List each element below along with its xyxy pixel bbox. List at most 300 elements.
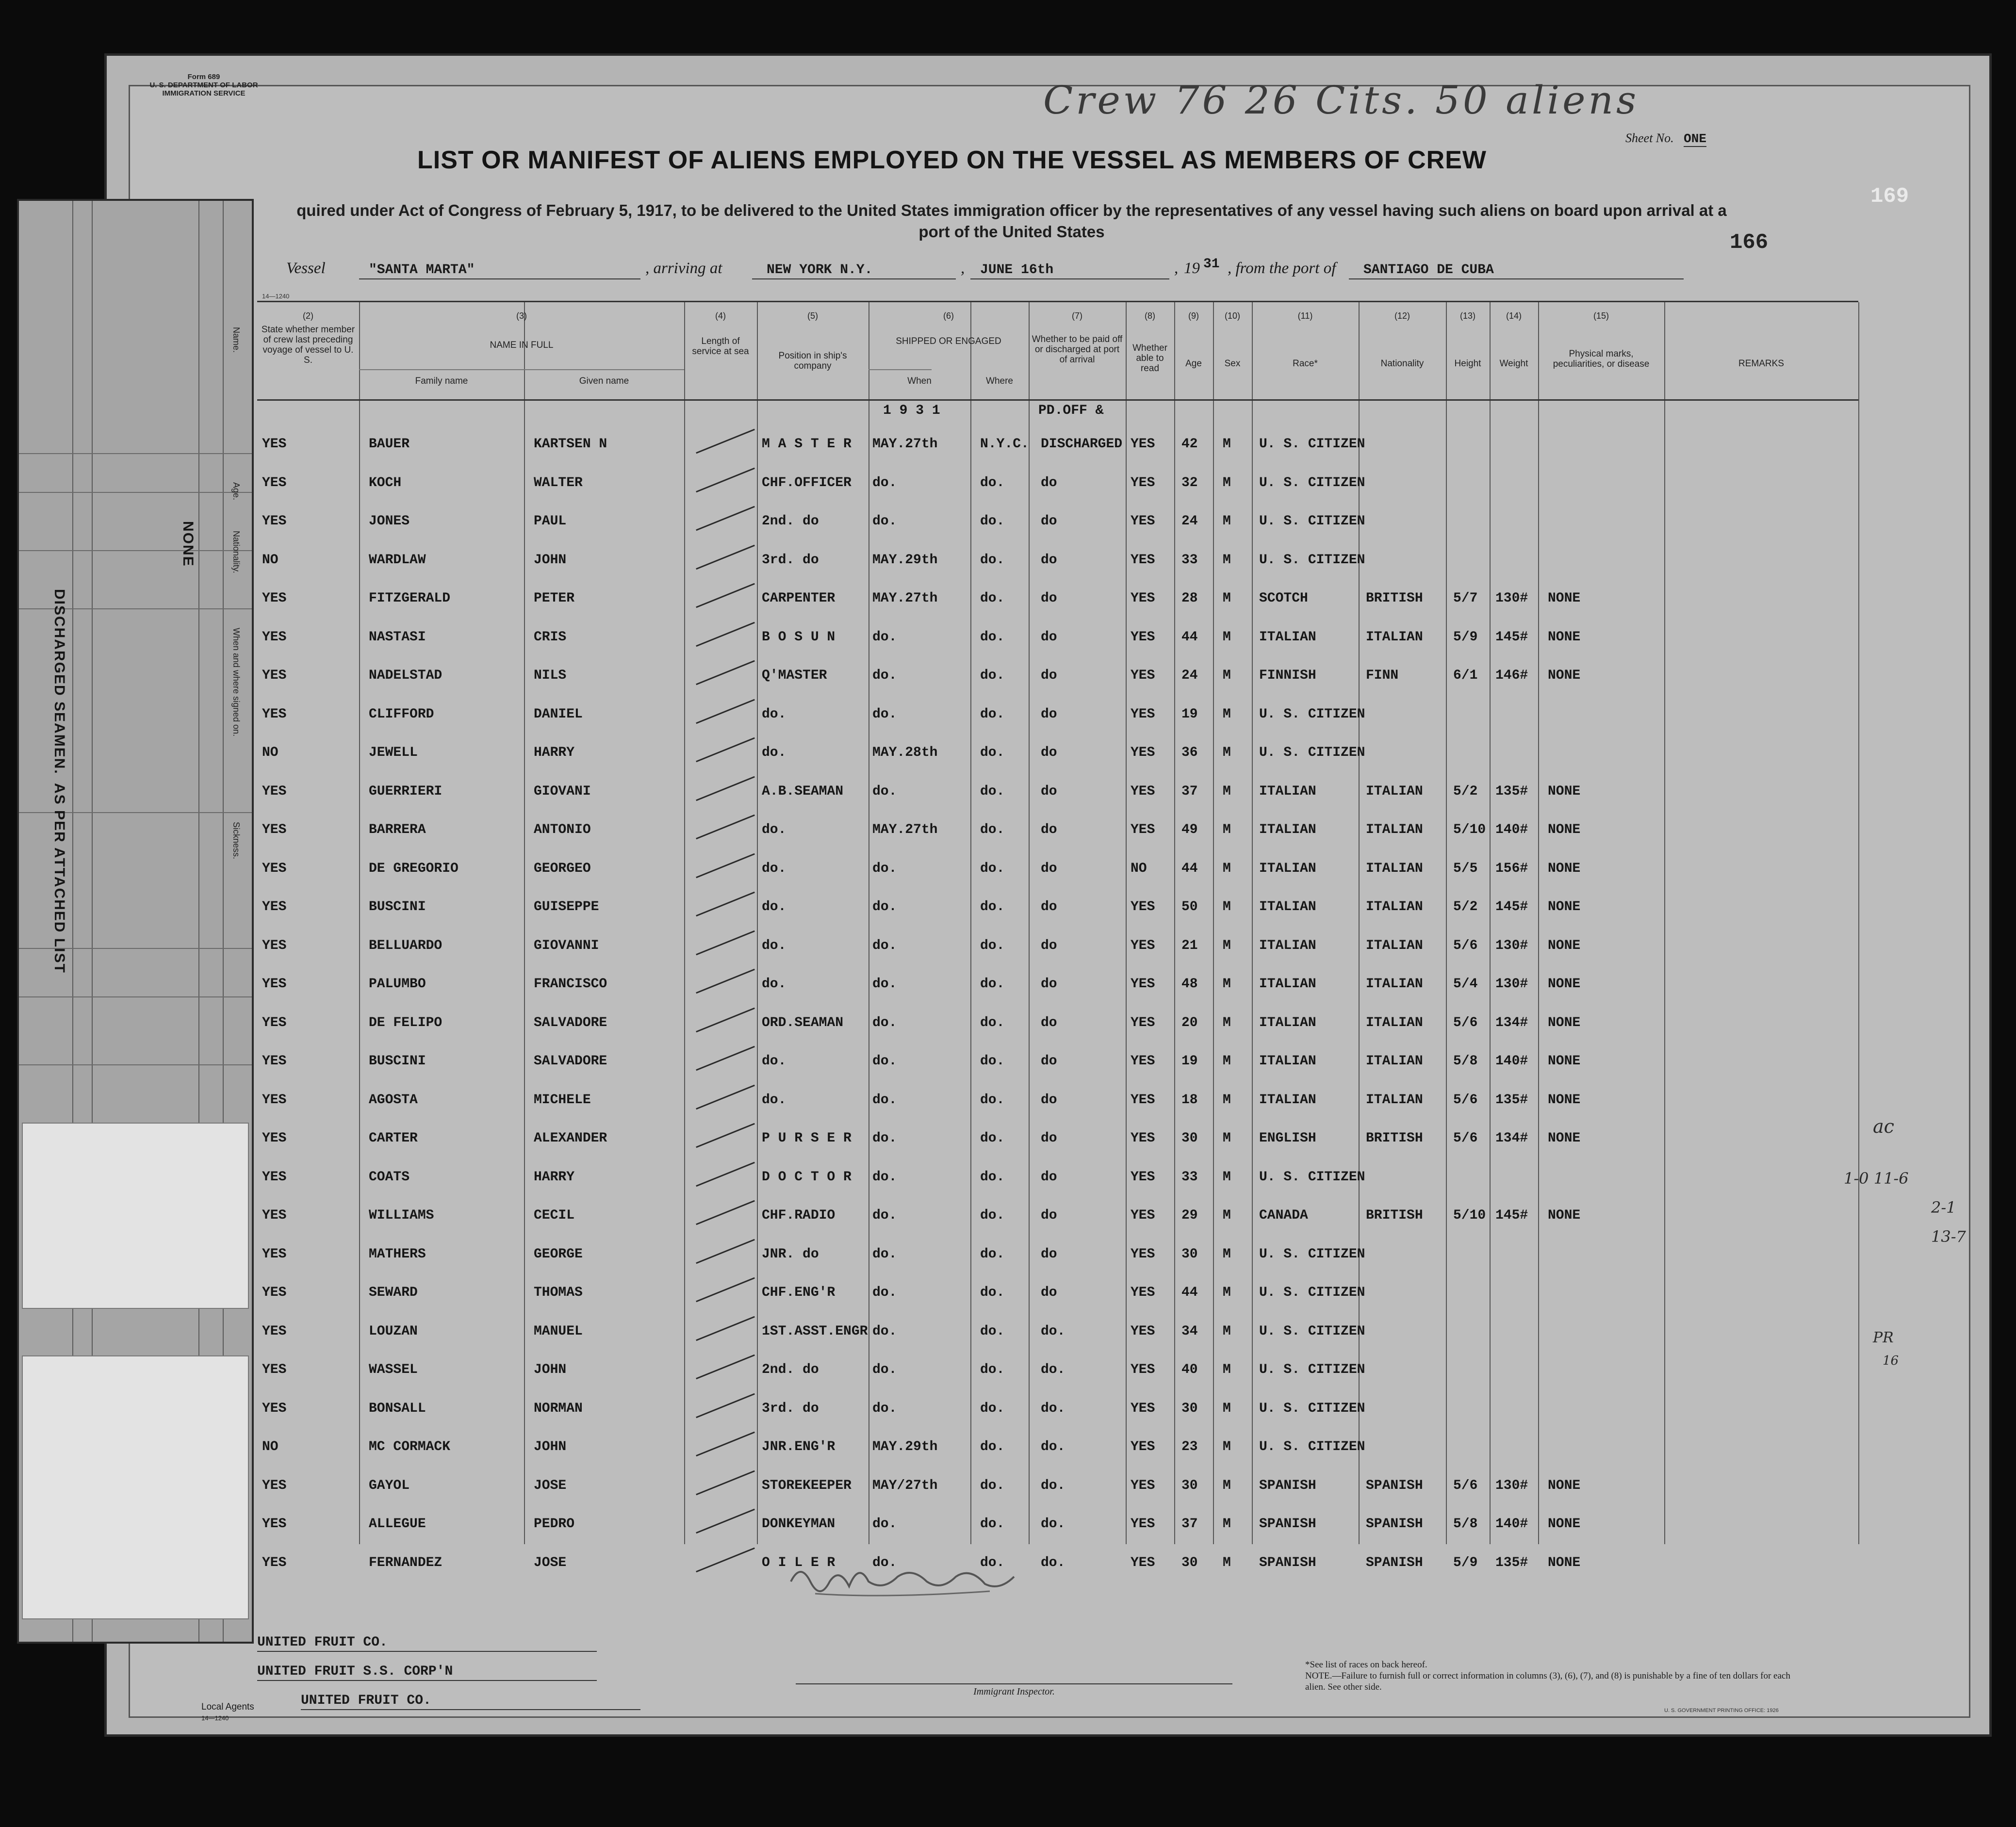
- col-5-number: (5): [807, 311, 818, 321]
- cell-family: JEWELL: [369, 745, 418, 760]
- cell-paid: do: [1041, 629, 1057, 645]
- cell-position: 2nd. do: [762, 1362, 819, 1377]
- cell-read: YES: [1131, 1478, 1155, 1493]
- cell-when: MAY.29th: [872, 1439, 938, 1454]
- arriving-label: , arriving at: [645, 260, 722, 277]
- cell-height: 5/8: [1453, 1517, 1478, 1532]
- cell-age: 34: [1181, 1323, 1198, 1339]
- cell-sex: M: [1223, 706, 1231, 722]
- cell-prev: YES: [262, 1092, 287, 1108]
- cell-height: 5/10: [1453, 822, 1486, 837]
- cell-paid: do: [1041, 514, 1057, 529]
- cell-nationality: ITALIAN: [1366, 1054, 1423, 1069]
- cell-read: YES: [1131, 1246, 1155, 1262]
- sheet-number-label: Sheet No.: [1625, 131, 1674, 145]
- cell-race: U. S. CITIZEN: [1259, 552, 1365, 568]
- cell-prev: YES: [262, 1517, 287, 1532]
- pencil-tick-mark: [696, 776, 755, 800]
- col-9-header: Age: [1185, 359, 1202, 369]
- cell-read: YES: [1131, 1169, 1155, 1185]
- pencil-tick-mark: [696, 1200, 755, 1225]
- cell-when: MAY.27th: [872, 822, 938, 837]
- pencil-tick-mark: [696, 930, 755, 955]
- cell-prev: YES: [262, 1169, 287, 1185]
- form-code: 14—1240: [262, 293, 290, 300]
- cell-position: CHF.ENG'R: [762, 1285, 836, 1300]
- cell-where: do.: [980, 668, 1005, 683]
- cell-read: NO: [1131, 861, 1147, 876]
- cell-marks: NONE: [1548, 783, 1581, 799]
- cell-weight: 140#: [1495, 1054, 1528, 1069]
- signature-scrawl: [786, 1552, 1019, 1611]
- pencil-tick-mark: [696, 583, 755, 608]
- cell-where: do.: [980, 899, 1005, 914]
- cell-paid: do: [1041, 1208, 1057, 1223]
- cell-paid: do: [1041, 861, 1057, 876]
- cell-age: 33: [1181, 552, 1198, 568]
- cell-marks: NONE: [1548, 1015, 1581, 1030]
- cell-race: U. S. CITIZEN: [1259, 1323, 1365, 1339]
- cell-height: 5/10: [1453, 1208, 1486, 1223]
- cell-position: CARPENTER: [762, 591, 836, 606]
- cell-race: U. S. CITIZEN: [1259, 1401, 1365, 1416]
- cell-race: SPANISH: [1259, 1478, 1316, 1493]
- cell-age: 24: [1181, 514, 1198, 529]
- cell-read: YES: [1131, 899, 1155, 914]
- cell-where: N.Y.C.: [980, 437, 1029, 452]
- subtitle-line-1: quired under Act of Congress of February 5, 1917, to be delivered to the United States immigration officer by the representatives of any vessel having such aliens on board upon arrival at a: [296, 201, 1727, 219]
- cell-race: ITALIAN: [1259, 1054, 1316, 1069]
- cell-position: ORD.SEAMAN: [762, 1015, 844, 1030]
- cell-position: DONKEYMAN: [762, 1517, 836, 1532]
- pencil-tick-mark: [696, 621, 755, 646]
- cell-height: 5/6: [1453, 1131, 1478, 1146]
- cell-family: SEWARD: [369, 1285, 418, 1300]
- slip-col-nationality: Nationality.: [231, 531, 241, 573]
- cell-paid: do: [1041, 1092, 1057, 1108]
- cell-nationality: BRITISH: [1366, 591, 1423, 606]
- col-10-number: (10): [1224, 311, 1240, 321]
- cell-read: YES: [1131, 1208, 1155, 1223]
- cell-where: do.: [980, 1401, 1005, 1416]
- pencil-tick-mark: [696, 467, 755, 492]
- cell-given: CECIL: [534, 1208, 575, 1223]
- cell-nationality: ITALIAN: [1366, 1015, 1423, 1030]
- owner-line-1: [257, 1635, 388, 1650]
- cell-paid: do: [1041, 591, 1057, 606]
- races-note: *See list of races on back hereof.: [1305, 1660, 1427, 1670]
- cell-prev: YES: [262, 977, 287, 992]
- cell-marks: NONE: [1548, 899, 1581, 914]
- cell-weight: 145#: [1495, 899, 1528, 914]
- cell-race: U. S. CITIZEN: [1259, 745, 1365, 760]
- cell-family: ALLEGUE: [369, 1517, 426, 1532]
- cell-age: 30: [1181, 1131, 1198, 1146]
- from-port-label: , from the port of: [1228, 260, 1336, 277]
- cell-marks: NONE: [1548, 1131, 1581, 1146]
- col-13-header: Height: [1454, 359, 1481, 369]
- col-9-number: (9): [1188, 311, 1199, 321]
- cell-given: GEORGE: [534, 1246, 583, 1262]
- cell-age: 49: [1181, 822, 1198, 837]
- footer-notes: [1305, 1659, 1810, 1693]
- cell-age: 28: [1181, 591, 1198, 606]
- cell-marks: NONE: [1548, 1555, 1581, 1570]
- cell-marks: NONE: [1548, 1092, 1581, 1108]
- cell-sex: M: [1223, 475, 1231, 490]
- col-15-header: Physical marks, peculiarities, or disease: [1553, 349, 1650, 369]
- pencil-tick-mark: [696, 1470, 755, 1495]
- slip-attached-list: AS PER ATTACHED LIST: [51, 783, 67, 974]
- cell-position: do.: [762, 938, 787, 953]
- agents-code: 14—1240: [201, 1714, 229, 1722]
- cell-race: U. S. CITIZEN: [1259, 437, 1365, 452]
- cell-nationality: ITALIAN: [1366, 1092, 1423, 1108]
- cell-nationality: ITALIAN: [1366, 783, 1423, 799]
- cell-race: ITALIAN: [1259, 822, 1316, 837]
- cell-read: YES: [1131, 514, 1155, 529]
- cell-family: BELLUARDO: [369, 938, 443, 953]
- col-3a-header: Family name: [415, 376, 468, 386]
- cell-age: 44: [1181, 861, 1198, 876]
- cell-sex: M: [1223, 1439, 1231, 1454]
- cell-where: do.: [980, 629, 1005, 645]
- cell-age: 19: [1181, 1054, 1198, 1069]
- cell-when: do.: [872, 629, 897, 645]
- discharged-seamen-slip: [17, 199, 254, 1644]
- pencil-tick-mark: [696, 660, 755, 685]
- cell-when: do.: [872, 1517, 897, 1532]
- col-15-number: (15): [1593, 311, 1609, 321]
- cell-when: do.: [872, 899, 897, 914]
- cell-race: U. S. CITIZEN: [1259, 475, 1365, 490]
- cell-sex: M: [1223, 822, 1231, 837]
- cell-read: YES: [1131, 1323, 1155, 1339]
- cell-paid: do.: [1041, 1439, 1065, 1454]
- handwritten-crew-count: Crew 76 26 Cits. 50 aliens: [1043, 78, 1639, 123]
- cell-family: BARRERA: [369, 822, 426, 837]
- cell-age: 30: [1181, 1401, 1198, 1416]
- col-2-header: State whether member of crew last preceding voyage of vessel to U. S.: [261, 325, 355, 365]
- cell-read: YES: [1131, 1517, 1155, 1532]
- cell-when: do.: [872, 668, 897, 683]
- sheet-number-value: ONE: [1684, 131, 1706, 146]
- cell-prev: YES: [262, 591, 287, 606]
- cell-given: PAUL: [534, 514, 567, 529]
- cell-race: ITALIAN: [1259, 977, 1316, 992]
- cell-sex: M: [1223, 861, 1231, 876]
- cell-prev: YES: [262, 629, 287, 645]
- cell-age: 40: [1181, 1362, 1198, 1377]
- crew-table: [257, 301, 1858, 1570]
- paid-off-note: PD.OFF &: [1038, 403, 1104, 418]
- cell-age: 23: [1181, 1439, 1198, 1454]
- cell-marks: NONE: [1548, 861, 1581, 876]
- cell-family: BUSCINI: [369, 899, 426, 914]
- pencil-tick-mark: [696, 815, 755, 839]
- cell-position: O I L E R: [762, 1555, 836, 1570]
- cell-age: 29: [1181, 1208, 1198, 1223]
- cell-family: MATHERS: [369, 1246, 426, 1262]
- cell-nationality: ITALIAN: [1366, 938, 1423, 953]
- cell-age: 20: [1181, 1015, 1198, 1030]
- cell-sex: M: [1223, 977, 1231, 992]
- cell-nationality: ITALIAN: [1366, 822, 1423, 837]
- cell-read: YES: [1131, 591, 1155, 606]
- cell-position: CHF.OFFICER: [762, 475, 852, 490]
- cell-prev: YES: [262, 1478, 287, 1493]
- col-3-number: (3): [516, 311, 527, 321]
- cell-prev: YES: [262, 822, 287, 837]
- cell-sex: M: [1223, 1362, 1231, 1377]
- cell-given: PETER: [534, 591, 575, 606]
- cell-sex: M: [1223, 514, 1231, 529]
- owner-1: UNITED FRUIT CO.: [257, 1635, 388, 1650]
- cell-age: 30: [1181, 1478, 1198, 1493]
- inspector-signature: [786, 1552, 1019, 1618]
- cell-read: YES: [1131, 1131, 1155, 1146]
- cell-paid: do: [1041, 706, 1057, 722]
- cell-position: 3rd. do: [762, 552, 819, 568]
- cell-sex: M: [1223, 591, 1231, 606]
- cell-weight: 134#: [1495, 1131, 1528, 1146]
- cell-paid: do: [1041, 552, 1057, 568]
- cell-position: Q'MASTER: [762, 668, 827, 683]
- cell-race: U. S. CITIZEN: [1259, 1439, 1365, 1454]
- cell-given: ANTONIO: [534, 822, 591, 837]
- cell-weight: 135#: [1495, 1092, 1528, 1108]
- cell-position: 3rd. do: [762, 1401, 819, 1416]
- col-14-number: (14): [1506, 311, 1522, 321]
- cell-prev: YES: [262, 437, 287, 452]
- cell-family: AGOSTA: [369, 1092, 418, 1108]
- cell-nationality: ITALIAN: [1366, 977, 1423, 992]
- cell-given: GUISEPPE: [534, 899, 599, 914]
- cell-prev: YES: [262, 514, 287, 529]
- cell-where: do.: [980, 822, 1005, 837]
- cell-age: 18: [1181, 1092, 1198, 1108]
- col-2-number: (2): [303, 311, 313, 321]
- slip-col-when-where: When and where signed on.: [231, 628, 241, 737]
- cell-where: do.: [980, 552, 1005, 568]
- cell-prev: YES: [262, 1131, 287, 1146]
- page-title: LIST OR MANIFEST OF ALIENS EMPLOYED ON THE VESSEL AS MEMBERS OF CREW: [417, 146, 1487, 174]
- cell-position: do.: [762, 706, 787, 722]
- cell-age: 32: [1181, 475, 1198, 490]
- pencil-tick-mark: [696, 853, 755, 878]
- cell-prev: NO: [262, 552, 279, 568]
- cell-when: do.: [872, 1285, 897, 1300]
- cell-age: 21: [1181, 938, 1198, 953]
- cell-position: M A S T E R: [762, 437, 852, 452]
- cell-given: DANIEL: [534, 706, 583, 722]
- cell-where: do.: [980, 514, 1005, 529]
- cell-sex: M: [1223, 899, 1231, 914]
- cell-read: YES: [1131, 629, 1155, 645]
- cell-race: ITALIAN: [1259, 861, 1316, 876]
- cell-where: do.: [980, 1015, 1005, 1030]
- col-6a-header: When: [907, 376, 932, 386]
- cell-weight: 135#: [1495, 1555, 1528, 1570]
- cell-sex: M: [1223, 1555, 1231, 1570]
- cell-marks: NONE: [1548, 629, 1581, 645]
- cell-when: do.: [872, 1323, 897, 1339]
- cell-paid: do: [1041, 1131, 1057, 1146]
- cell-when: do.: [872, 514, 897, 529]
- cell-paid: do: [1041, 1015, 1057, 1030]
- cell-family: FITZGERALD: [369, 591, 451, 606]
- cell-where: do.: [980, 1323, 1005, 1339]
- cell-given: GEORGEO: [534, 861, 591, 876]
- cell-marks: NONE: [1548, 1517, 1581, 1532]
- cell-paid: do: [1041, 1169, 1057, 1185]
- cell-where: do.: [980, 1362, 1005, 1377]
- cell-where: do.: [980, 745, 1005, 760]
- cell-prev: YES: [262, 1208, 287, 1223]
- cell-position: do.: [762, 1054, 787, 1069]
- margin-note-ac: ac: [1873, 1116, 1894, 1137]
- cell-given: JOHN: [534, 1439, 567, 1454]
- arrival-date: JUNE 16th: [980, 262, 1054, 277]
- cell-age: 42: [1181, 437, 1198, 452]
- cell-marks: NONE: [1548, 977, 1581, 992]
- vessel-name: "SANTA MARTA": [369, 262, 475, 277]
- vessel-label: Vessel: [286, 260, 326, 277]
- cell-family: LOUZAN: [369, 1323, 418, 1339]
- fine-note: NOTE.—Failure to furnish full or correct information in columns (3), (6), (7), and (8) is punishable by a fine of ten dollars for each alien. See other side.: [1305, 1671, 1790, 1692]
- cell-where: do.: [980, 475, 1005, 490]
- cell-weight: 146#: [1495, 668, 1528, 683]
- cell-marks: NONE: [1548, 938, 1581, 953]
- immigrant-inspector-line: Immigrant Inspector.: [796, 1683, 1232, 1697]
- cell-height: 5/9: [1453, 629, 1478, 645]
- arriving-port: NEW YORK N.Y.: [767, 262, 873, 277]
- cell-race: CANADA: [1259, 1208, 1308, 1223]
- cell-when: do.: [872, 1054, 897, 1069]
- cell-read: YES: [1131, 1439, 1155, 1454]
- slip-title: DISCHARGED SEAMEN.: [51, 589, 67, 775]
- cell-read: YES: [1131, 783, 1155, 799]
- cell-read: YES: [1131, 1054, 1155, 1069]
- cell-family: BAUER: [369, 437, 410, 452]
- cell-position: do.: [762, 822, 787, 837]
- cell-age: 19: [1181, 706, 1198, 722]
- cell-weight: 140#: [1495, 822, 1528, 837]
- cell-when: do.: [872, 706, 897, 722]
- cell-age: 50: [1181, 899, 1198, 914]
- cell-paid: do.: [1041, 1517, 1065, 1532]
- cell-age: 30: [1181, 1555, 1198, 1570]
- cell-age: 24: [1181, 668, 1198, 683]
- cell-paid: do: [1041, 822, 1057, 837]
- cell-paid: do: [1041, 783, 1057, 799]
- col-5-header: Position in ship's company: [778, 351, 847, 371]
- cell-position: do.: [762, 1092, 787, 1108]
- cell-prev: YES: [262, 706, 287, 722]
- cell-position: P U R S E R: [762, 1131, 852, 1146]
- subtitle-line-2: port of the United States: [918, 223, 1105, 241]
- cell-age: 33: [1181, 1169, 1198, 1185]
- cell-age: 36: [1181, 745, 1198, 760]
- cell-when: do.: [872, 1015, 897, 1030]
- cell-paid: do: [1041, 475, 1057, 490]
- pencil-tick-mark: [696, 737, 755, 762]
- cell-sex: M: [1223, 1169, 1231, 1185]
- cell-position: do.: [762, 899, 787, 914]
- cell-weight: 130#: [1495, 591, 1528, 606]
- cell-given: ALEXANDER: [534, 1131, 607, 1146]
- cell-sex: M: [1223, 938, 1231, 953]
- cell-when: do.: [872, 1169, 897, 1185]
- cell-when: do.: [872, 938, 897, 953]
- cell-where: do.: [980, 1439, 1005, 1454]
- col-13-number: (13): [1459, 311, 1475, 321]
- cell-prev: NO: [262, 745, 279, 760]
- cell-race: SCOTCH: [1259, 591, 1308, 606]
- cell-when: MAY.27th: [872, 437, 938, 452]
- cell-position: do.: [762, 861, 787, 876]
- cell-family: DE FELIPO: [369, 1015, 443, 1030]
- col-6-number: (6): [943, 311, 954, 321]
- cell-prev: YES: [262, 1555, 287, 1570]
- cell-weight: 145#: [1495, 1208, 1528, 1223]
- cell-nationality: ITALIAN: [1366, 861, 1423, 876]
- col-16-header: REMARKS: [1738, 359, 1784, 369]
- cell-race: ENGLISH: [1259, 1131, 1316, 1146]
- cell-family: GAYOL: [369, 1478, 410, 1493]
- cell-where: do.: [980, 1285, 1005, 1300]
- cell-given: CRIS: [534, 629, 567, 645]
- col-4-header: Length of service at sea: [692, 336, 749, 357]
- cell-sex: M: [1223, 1401, 1231, 1416]
- col-14-header: Weight: [1499, 359, 1528, 369]
- cell-race: U. S. CITIZEN: [1259, 1285, 1365, 1300]
- cell-prev: YES: [262, 475, 287, 490]
- local-agents-line: [301, 1693, 431, 1708]
- form-number-block: [112, 73, 296, 98]
- pencil-tick-mark: [696, 429, 755, 454]
- cell-given: JOHN: [534, 552, 567, 568]
- cell-race: FINNISH: [1259, 668, 1316, 683]
- cell-nationality: BRITISH: [1366, 1208, 1423, 1223]
- year-over-when: 1 9 3 1: [883, 403, 940, 418]
- cell-where: do.: [980, 1169, 1005, 1185]
- cell-where: do.: [980, 591, 1005, 606]
- service-name: IMMIGRATION SERVICE: [162, 89, 246, 98]
- cell-given: GIOVANNI: [534, 938, 599, 953]
- cell-race: ITALIAN: [1259, 783, 1316, 799]
- cell-read: YES: [1131, 706, 1155, 722]
- cell-weight: 135#: [1495, 783, 1528, 799]
- cell-marks: NONE: [1548, 822, 1581, 837]
- cell-sex: M: [1223, 1478, 1231, 1493]
- cell-when: MAY.28th: [872, 745, 938, 760]
- col-10-header: Sex: [1224, 359, 1241, 369]
- cell-read: YES: [1131, 938, 1155, 953]
- margin-note-pr: PR: [1873, 1329, 1894, 1346]
- cell-paid: do.: [1041, 1555, 1065, 1570]
- cell-weight: 134#: [1495, 1015, 1528, 1030]
- pencil-tick-mark: [696, 1161, 755, 1186]
- cell-sex: M: [1223, 1517, 1231, 1532]
- cell-nationality: ITALIAN: [1366, 629, 1423, 645]
- cell-given: HARRY: [534, 1169, 575, 1185]
- cell-where: do.: [980, 1054, 1005, 1069]
- slip-col-name: Name.: [231, 327, 241, 353]
- cell-read: YES: [1131, 668, 1155, 683]
- col-11-header: Race*: [1293, 359, 1318, 369]
- cell-prev: YES: [262, 1401, 287, 1416]
